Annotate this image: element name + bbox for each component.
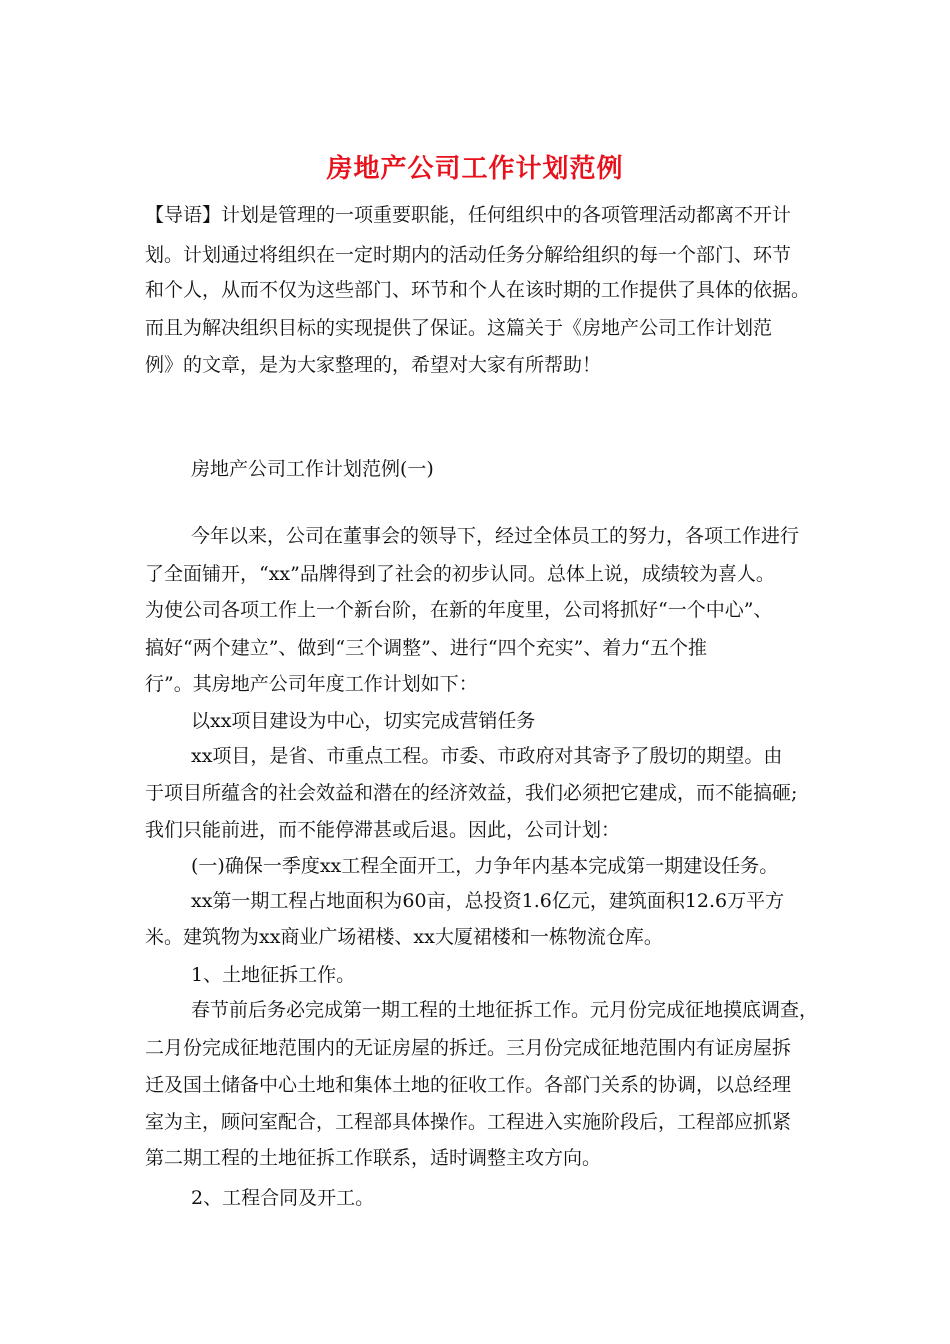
document-title: 房地产公司工作计划范例 [326,154,624,184]
paragraph-line: 我们只能前进，而不能停滞甚或后退。因此，公司计划： [145,819,621,841]
intro-line: 而且为解决组织目标的实现提供了保证。这篇关于《房地产公司工作计划范 [145,317,773,339]
paragraph-line: (一)确保一季度xx工程全面开工，力争年内基本完成第一期建设任务。 [191,855,779,877]
paragraph-line: 今年以来，公司在董事会的领导下，经过全体员工的努力，各项工作进行 [191,525,800,547]
paragraph-line: 二月份完成征地范围内的无证房屋的拆迁。三月份完成征地范围内有证房屋拆 [145,1037,792,1059]
section-heading: 房地产公司工作计划范例(一) [191,458,434,480]
paragraph-line: 于项目所蕴含的社会效益和潜在的经济效益，我们必须把它建成，而不能搞砸; [145,782,798,804]
intro-line: 【导语】计划是管理的一项重要职能，任何组织中的各项管理活动都离不开计 [145,204,792,226]
paragraph-line: xx项目，是省、市重点工程。市委、市政府对其寄予了殷切的期望。由 [191,745,783,767]
paragraph-line: 第二期工程的土地征拆工作联系，适时调整主攻方向。 [145,1147,602,1169]
paragraph-line: 以xx项目建设为中心，切实完成营销任务 [191,710,536,732]
paragraph-line: 了全面铺开，“xx”品牌得到了社会的初步认同。总体上说，成绩较为喜人。 [145,563,775,585]
paragraph-line: 1、土地征拆工作。 [191,964,356,986]
paragraph-line: 为使公司各项工作上一个新台阶，在新的年度里，公司将抓好“一个中心”、 [145,599,773,621]
intro-line: 划。计划通过将组织在一定时期内的活动任务分解给组织的每一个部门、环节 [145,244,792,266]
paragraph-line: 行”。其房地产公司年度工作计划如下： [145,673,478,695]
paragraph-line: 搞好“两个建立”、做到“三个调整”、进行“四个充实”、着力“五个推 [145,637,707,659]
paragraph-line: 室为主，顾问室配合，工程部具体操作。工程进入实施阶段后，工程部应抓紧 [145,1111,792,1133]
intro-line: 和个人，从而不仅为这些部门、环节和个人在该时期的工作提供了具体的依据。 [145,279,811,301]
intro-line: 例》的文章，是为大家整理的，希望对大家有所帮助！ [145,354,602,376]
paragraph-line: 米。建筑物为xx商业广场裙楼、xx大厦裙楼和一栋物流仓库。 [145,926,663,948]
paragraph-line: 2、工程合同及开工。 [191,1187,375,1209]
paragraph-line: 迁及国土储备中心土地和集体土地的征收工作。各部门关系的协调，以总经理 [145,1074,792,1096]
paragraph-line: 春节前后务必完成第一期工程的土地征拆工作。元月份完成征地摸底调查， [191,999,819,1021]
paragraph-line: xx第一期工程占地面积为60亩，总投资1.6亿元，建筑面积12.6万平方 [191,890,785,912]
